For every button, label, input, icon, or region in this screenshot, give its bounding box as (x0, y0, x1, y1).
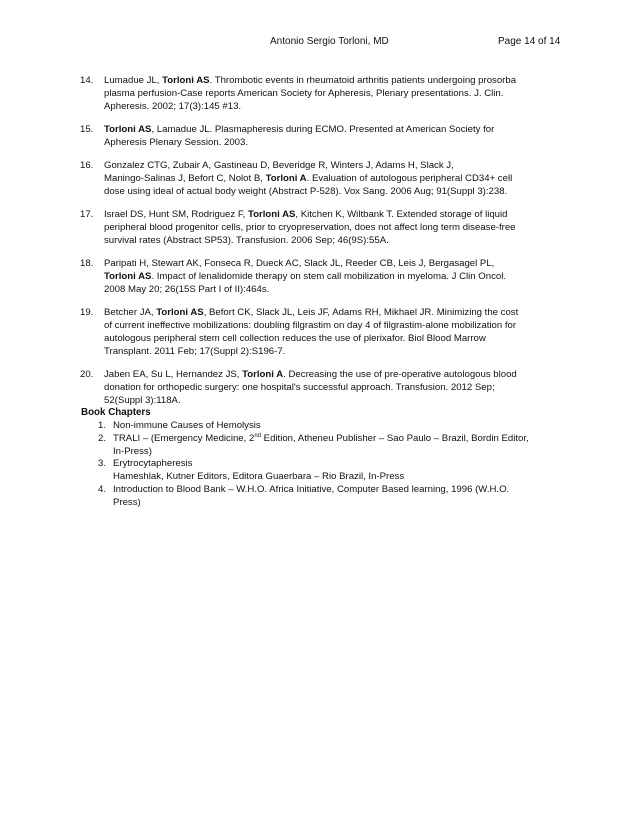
text-segment: of current ineffective mobilizations: doubling filgrastim on day 4 of filgrastim-alone mobilization for (104, 320, 517, 331)
text-segment: Jaben EA, Su L, Hernandez JS, (104, 369, 243, 380)
text-segment: survival rates (Abstract SP53). Transfusion. 2006 Sep; 46(9S):55A. (104, 235, 389, 246)
text-segment: Apheresis. 2002; 17(3):145 #13. (104, 101, 242, 112)
reference-item (80, 159, 570, 198)
reference-item (80, 306, 570, 358)
header-author: Antonio Sergio Torloni, MD (270, 36, 389, 47)
text-line (104, 332, 570, 345)
chapter-number: 3. (97, 458, 106, 470)
text-segment: Paripati H, Stewart AK, Fonseca R, Dueck AC, Slack JL, Reeder CB, Leis J, Bergasagel PL, (104, 258, 495, 269)
text-segment: Introduction to Blood Bank – W.H.O. Africa Initiative, Computer Based learning, 1996 (W.H.O. (113, 483, 510, 495)
text-segment: autologous peripheral stem cell collection reduces the use of plerixafor. Biol Blood Marrow (104, 333, 486, 344)
reference-list (80, 74, 570, 417)
text-line (104, 136, 570, 149)
text-segment: donation for orthopedic surgery: one hospital's successful approach. Transfusion. 2012 Sep; (104, 382, 495, 393)
text-line (113, 471, 571, 484)
text-segment: peripheral blood progenitor cells, prior to cryopreservation, does not affect long term disease-free (104, 222, 516, 233)
text-line (104, 368, 570, 381)
text-line (104, 221, 570, 234)
text-segment: 52(Suppl 3):118A. (104, 395, 181, 406)
reference-item (80, 208, 570, 247)
reference-number: 19. (80, 307, 94, 318)
text-line (104, 381, 570, 394)
text-segment: TRALI – (Emergency Medicine, 2 (113, 432, 255, 444)
text-segment: Edition, Atheneu Publisher – Sao Paulo – Brazil, Bordin Editor, (261, 432, 529, 444)
reference-text (104, 257, 570, 296)
text-segment: . Impact of lenalidomide therapy on stem call mobilization in myeloma. J Clin Oncol. (151, 271, 507, 282)
text-segment: Hameshlak, Kutner Editors, Editora Guaerbara – Rio Brazil, In-Press (113, 471, 405, 483)
text-segment: Israel DS, Hunt SM, Rodriguez F, (104, 209, 248, 220)
text-segment: . Evaluation of autologous peripheral CD34+ cell (306, 173, 513, 184)
reference-number: 15. (80, 124, 94, 135)
text-segment: dose using ideal of actual body weight (Abstract P-528). Vox Sang. 2006 Aug; 91(Suppl 3):238. (104, 186, 508, 197)
text-segment: In-Press) (113, 445, 152, 457)
reference-item (80, 257, 570, 296)
chapter-text (113, 458, 571, 484)
superscript: nd (254, 432, 261, 439)
reference-text (104, 74, 570, 113)
text-segment: Transplant. 2011 Feb; 17(Suppl 2):S196-7. (104, 346, 286, 357)
text-segment: Lumadue JL, (104, 75, 163, 86)
text-line (104, 74, 570, 87)
text-line (113, 484, 571, 497)
text-line (113, 420, 571, 433)
text-line (113, 433, 571, 446)
reference-number: 14. (80, 75, 94, 86)
text-segment: , Kitchen K, Wiltbank T. Extended storage of liquid (295, 209, 508, 220)
text-line (104, 159, 570, 172)
text-line (104, 319, 570, 332)
chapter-number: 2. (97, 432, 106, 444)
author-highlight: Torloni AS (156, 307, 204, 318)
text-segment: 2008 May 20; 26(15S Part I of II):464s. (104, 284, 270, 295)
chapter-item (81, 420, 571, 433)
author-highlight: Torloni A (265, 173, 307, 184)
text-line (104, 270, 570, 283)
author-highlight: Torloni AS (247, 209, 296, 220)
reference-number: 17. (80, 209, 94, 220)
book-chapters-heading: Book Chapters (81, 407, 151, 418)
chapter-number: 4. (97, 483, 106, 495)
text-segment: , Lamadue JL. Plasmapheresis during ECMO. Presented at American Society for (151, 124, 495, 135)
text-line (104, 257, 570, 270)
text-segment: Apheresis Plenary Session. 2003. (104, 137, 248, 148)
text-segment: Gonzalez CTG, Zubair A, Gastineau D, Beveridge R, Winters J, Adams H, Slack J, (104, 160, 454, 171)
chapter-text (113, 420, 571, 433)
reference-number: 16. (80, 160, 94, 171)
reference-item (80, 74, 570, 113)
text-line (113, 497, 571, 510)
reference-text (104, 368, 570, 407)
author-highlight: Torloni AS (162, 75, 210, 86)
reference-item (80, 123, 570, 149)
text-line (104, 394, 570, 407)
text-segment: . Decreasing the use of pre-operative autologous blood (283, 369, 517, 380)
text-segment: , Befort CK, Slack JL, Leis JF, Adams RH, Mikhael JR. Minimizing the cost (203, 307, 519, 318)
chapter-number: 1. (97, 420, 106, 431)
book-chapters-list (81, 420, 571, 510)
text-line (104, 172, 570, 185)
text-segment: Maningo-Salinas J, Befort C, Nolot B, (104, 173, 266, 184)
reference-item (80, 368, 570, 407)
chapter-item (81, 433, 571, 459)
chapter-text (113, 433, 571, 459)
text-line (104, 87, 570, 100)
text-line (113, 458, 571, 471)
chapter-item (81, 458, 571, 484)
text-line (104, 234, 570, 247)
reference-text (104, 123, 570, 149)
text-segment: plasma perfusion-Case reports American Society for Apheresis, Plenary presentations. J. Clin. (104, 88, 504, 99)
text-segment: . Thrombotic events in rheumatoid arthritis patients undergoing prosorba (209, 75, 517, 86)
header-page-number: Page 14 of 14 (498, 36, 561, 47)
chapter-text (113, 484, 571, 510)
author-highlight: Torloni AS (104, 124, 152, 135)
text-line (104, 185, 570, 198)
text-line (104, 100, 570, 113)
text-line (104, 306, 570, 319)
text-line (104, 208, 570, 221)
text-line (104, 345, 570, 358)
text-segment: Non-immune Causes of Hemolysis (113, 420, 261, 431)
author-highlight: Torloni AS (104, 271, 152, 282)
page-header (0, 36, 638, 50)
chapter-item (81, 484, 571, 510)
reference-text (104, 159, 570, 198)
text-segment: Erytrocytapheresis (113, 458, 193, 470)
text-line (104, 123, 570, 136)
author-highlight: Torloni A (242, 369, 284, 380)
text-segment: Press) (113, 496, 141, 508)
reference-number: 20. (80, 369, 94, 380)
text-segment: Betcher JA, (104, 307, 157, 318)
reference-text (104, 208, 570, 247)
reference-text (104, 306, 570, 358)
text-line (104, 283, 570, 296)
text-line (113, 446, 571, 459)
reference-number: 18. (80, 258, 94, 269)
